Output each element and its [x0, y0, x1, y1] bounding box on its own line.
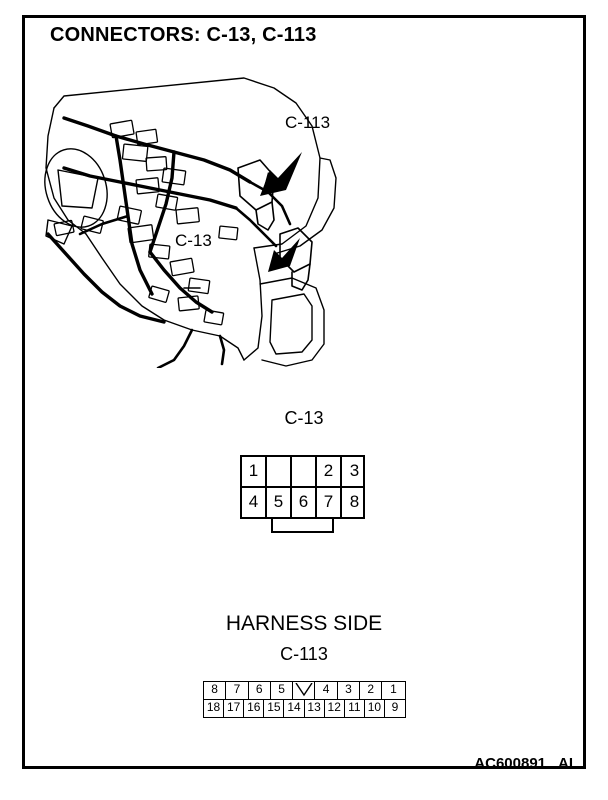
connector-c113-top-row	[204, 682, 405, 700]
pin-cell: 1	[390, 682, 397, 696]
connector-c13-label: C-13	[284, 408, 324, 428]
pin-cell: 9	[391, 700, 399, 714]
pin-cell-blank	[267, 457, 292, 486]
pin-cell: 4	[315, 682, 337, 699]
pin-cell: 16	[244, 700, 264, 717]
callout-label-c-13: C-13	[175, 231, 212, 250]
pin-cell: 7	[317, 488, 342, 517]
figure-code: AC600891	[474, 755, 546, 772]
connector-c113-label: C-113	[280, 644, 328, 664]
pin-cell: 10	[365, 700, 385, 717]
illustration-vector	[24, 48, 384, 368]
callout-label-c-113: C-113	[285, 113, 331, 132]
pin-cell: 3	[338, 682, 360, 699]
pin-cell-blank	[292, 457, 317, 486]
connector-c13-top-row	[242, 457, 363, 488]
pin-cell: 13	[305, 700, 325, 717]
pin-cell: 7	[226, 682, 248, 699]
connector-c13-body	[240, 455, 365, 519]
pin-cell: 8	[349, 492, 360, 511]
pin-cell: 5	[271, 682, 293, 699]
harness-side-heading: HARNESS SIDE	[225, 612, 383, 635]
pin-cell: 11	[345, 700, 365, 717]
pin-cell: 12	[325, 700, 345, 717]
pin-cell: 15	[264, 700, 284, 717]
connector-notch-icon	[293, 682, 315, 699]
pin-cell: 2	[317, 457, 342, 486]
connector-c113-diagram	[203, 681, 406, 718]
pin-cell: 14	[284, 700, 304, 717]
instrument-panel-illustration	[24, 48, 384, 368]
connector-c113-bottom-row	[204, 700, 405, 717]
figure-code-suffix: AI	[558, 755, 573, 772]
pin-cell: 18	[204, 700, 224, 717]
pin-cell: 1	[242, 457, 267, 486]
connector-c13-locking-tab	[271, 519, 334, 533]
pin-cell: 6	[292, 488, 317, 517]
pin-cell: 4	[242, 488, 267, 517]
connector-c13-bottom-row	[242, 488, 363, 517]
pin-cell: 3	[349, 461, 360, 480]
pin-cell: 6	[249, 682, 271, 699]
pin-cell: 5	[267, 488, 292, 517]
page-title: CONNECTORS: C-13, C-113	[50, 24, 317, 46]
connector-c13-diagram	[240, 455, 365, 533]
pin-cell: 2	[360, 682, 382, 699]
pin-cell: 8	[204, 682, 226, 699]
pin-cell: 17	[224, 700, 244, 717]
